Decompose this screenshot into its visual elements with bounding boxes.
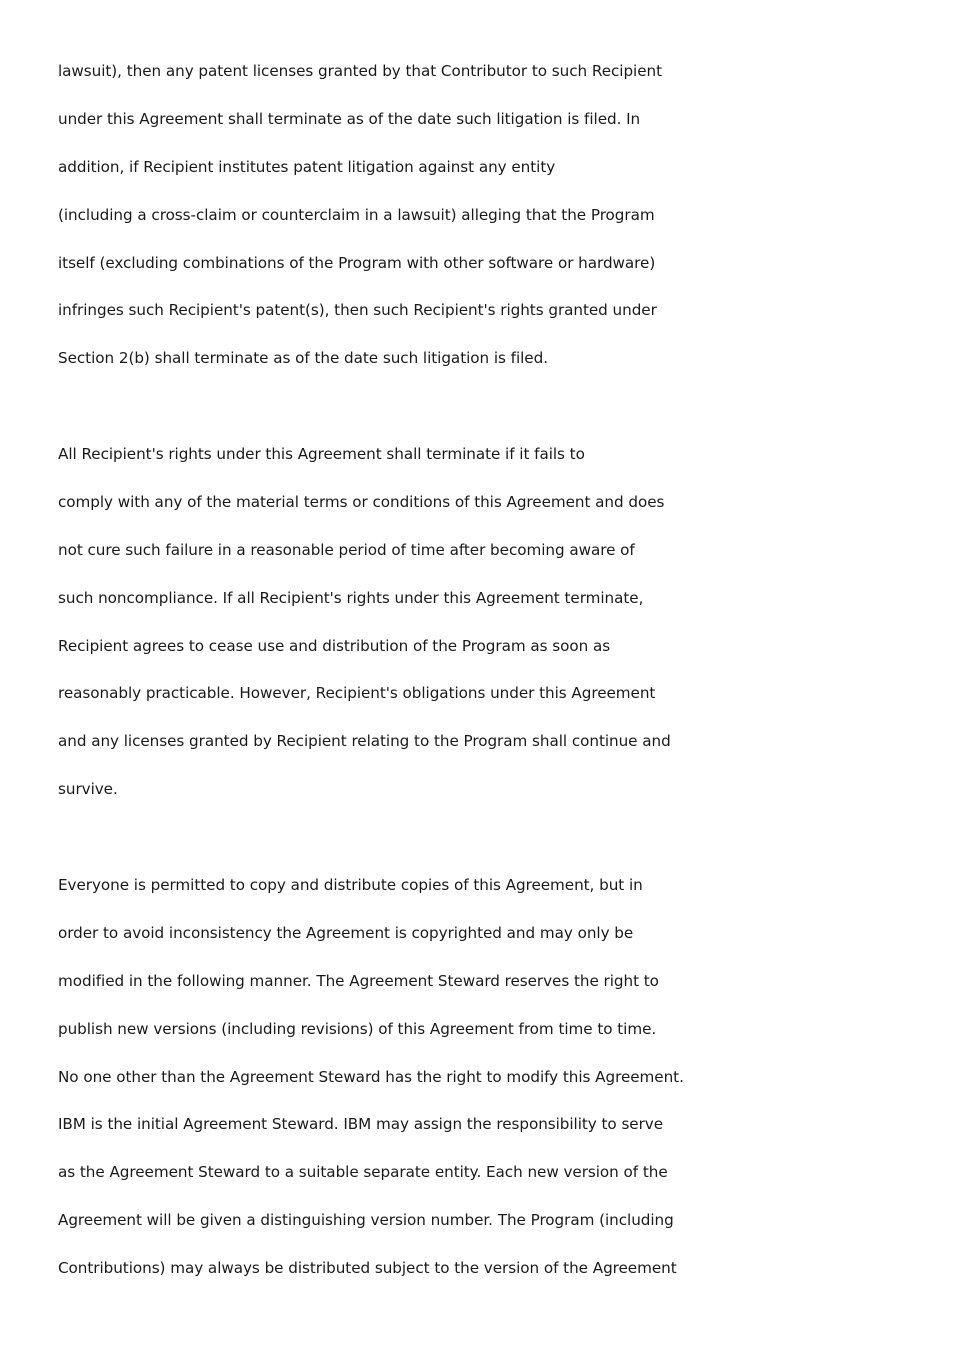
text-line: All Recipient's rights under this Agreement shall terminate if it fails to xyxy=(58,445,585,463)
text-line: such noncompliance. If all Recipient's rights under this Agreement terminate, xyxy=(58,588,644,607)
paragraph-rights-termination xyxy=(58,431,918,814)
text-line: No one other than the Agreement Steward has the right to modify this Agreement. xyxy=(58,1067,684,1086)
text-line: infringes such Recipient's patent(s), then such Recipient's rights granted under xyxy=(58,301,657,320)
text-line: Everyone is permitted to copy and distribute copies of this Agreement, but in xyxy=(58,876,643,894)
paragraph-agreement-versions xyxy=(58,862,918,1293)
text-line: comply with any of the material terms or conditions of this Agreement and does xyxy=(58,492,665,511)
text-line: Section 2(b) shall terminate as of the date such litigation is filed. xyxy=(58,349,548,368)
paragraph-patent-litigation xyxy=(58,48,918,383)
text-line: addition, if Recipient institutes patent litigation against any entity xyxy=(58,157,556,176)
text-line: reasonably practicable. However, Recipient's obligations under this Agreement xyxy=(58,684,656,703)
text-line: lawsuit), then any patent licenses granted by that Contributor to such Recipient xyxy=(58,62,662,80)
text-line: modified in the following manner. The Agreement Steward reserves the right to xyxy=(58,971,659,990)
text-line: not cure such failure in a reasonable period of time after becoming aware of xyxy=(58,540,635,559)
text-line: Agreement will be given a distinguishing version number. The Program (including xyxy=(58,1211,674,1230)
text-line: IBM is the initial Agreement Steward. IBM may assign the responsibility to serve xyxy=(58,1115,664,1134)
text-line: (including a cross-claim or counterclaim in a lawsuit) alleging that the Program xyxy=(58,205,655,224)
text-line: under this Agreement shall terminate as of the date such litigation is filed. In xyxy=(58,109,641,128)
text-line: itself (excluding combinations of the Program with other software or hardware) xyxy=(58,253,656,272)
text-line: publish new versions (including revisions) of this Agreement from time to time. xyxy=(58,1019,657,1038)
text-line: order to avoid inconsistency the Agreement is copyrighted and may only be xyxy=(58,923,634,942)
text-line: and any licenses granted by Recipient relating to the Program shall continue and xyxy=(58,732,671,751)
text-line: survive. xyxy=(58,780,118,799)
text-line: Recipient agrees to cease use and distribution of the Program as soon as xyxy=(58,636,611,655)
text-line: as the Agreement Steward to a suitable separate entity. Each new version of the xyxy=(58,1163,668,1182)
text-line: Contributions) may always be distributed subject to the version of the Agreement xyxy=(58,1259,677,1278)
